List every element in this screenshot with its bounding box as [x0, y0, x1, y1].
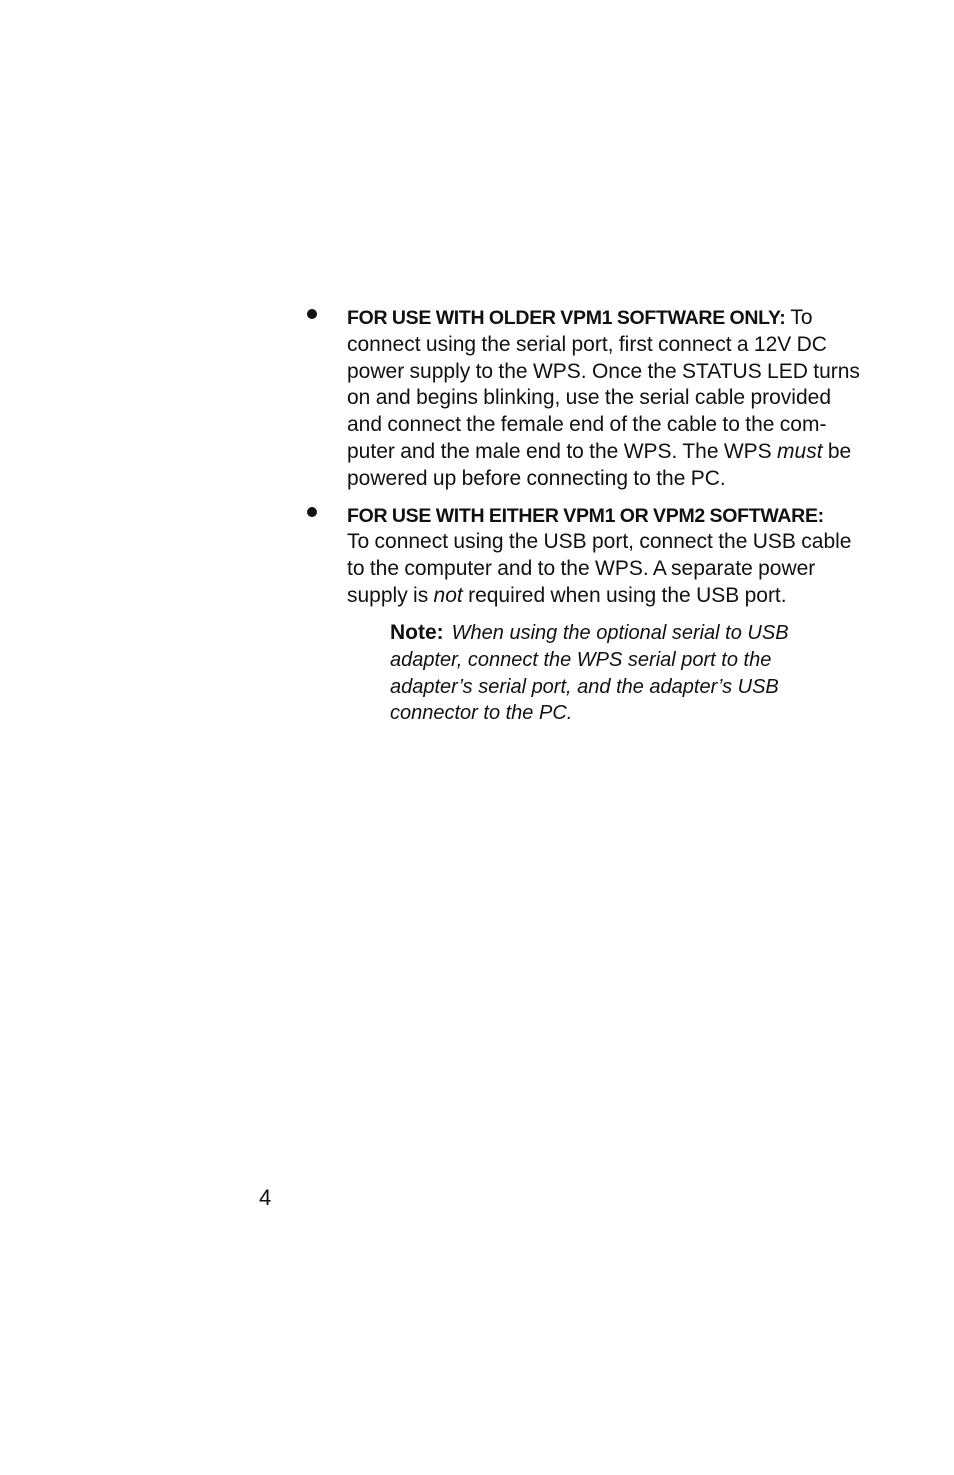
list-item-body-end: required when using the USB port. — [462, 583, 787, 607]
note-label: Note: — [390, 621, 444, 644]
list-item-text — [347, 305, 863, 493]
note-block — [390, 620, 850, 727]
list-item-emphasis: must — [777, 439, 823, 463]
list-item-body: To connect using the serial port, first connect a 12V DC power supply to the WPS. Once the STATUS LED turns on and begins blinking, use the serial cable provided and connect the female end of the cable to the com-puter and the male end to the WPS. The WPS — [347, 306, 860, 463]
page-number: 4 — [259, 1185, 272, 1210]
bullet-icon — [307, 507, 317, 517]
note-text: When using the optional serial to USB adapter, connect the WPS serial port to the adapter’s serial port, and the adapter’s USB connector to the PC. — [390, 622, 789, 725]
bullet-icon — [307, 309, 317, 319]
list-item-emphasis: not — [433, 583, 463, 607]
list-item — [300, 503, 880, 610]
bullet-list — [300, 305, 880, 620]
list-item — [300, 305, 880, 493]
list-item-text — [347, 503, 863, 610]
list-item-heading: FOR USE WITH OLDER VPM1 SOFTWARE ONLY: — [347, 307, 786, 329]
list-item-body: To connect using the USB port, connect the USB cable to the computer and to the WPS. A separate power supply is — [347, 530, 852, 607]
list-item-body-end: be powered up before connecting to the PC. — [347, 439, 852, 490]
list-item-heading: FOR USE WITH EITHER VPM1 OR VPM2 SOFTWARE: — [347, 504, 824, 527]
